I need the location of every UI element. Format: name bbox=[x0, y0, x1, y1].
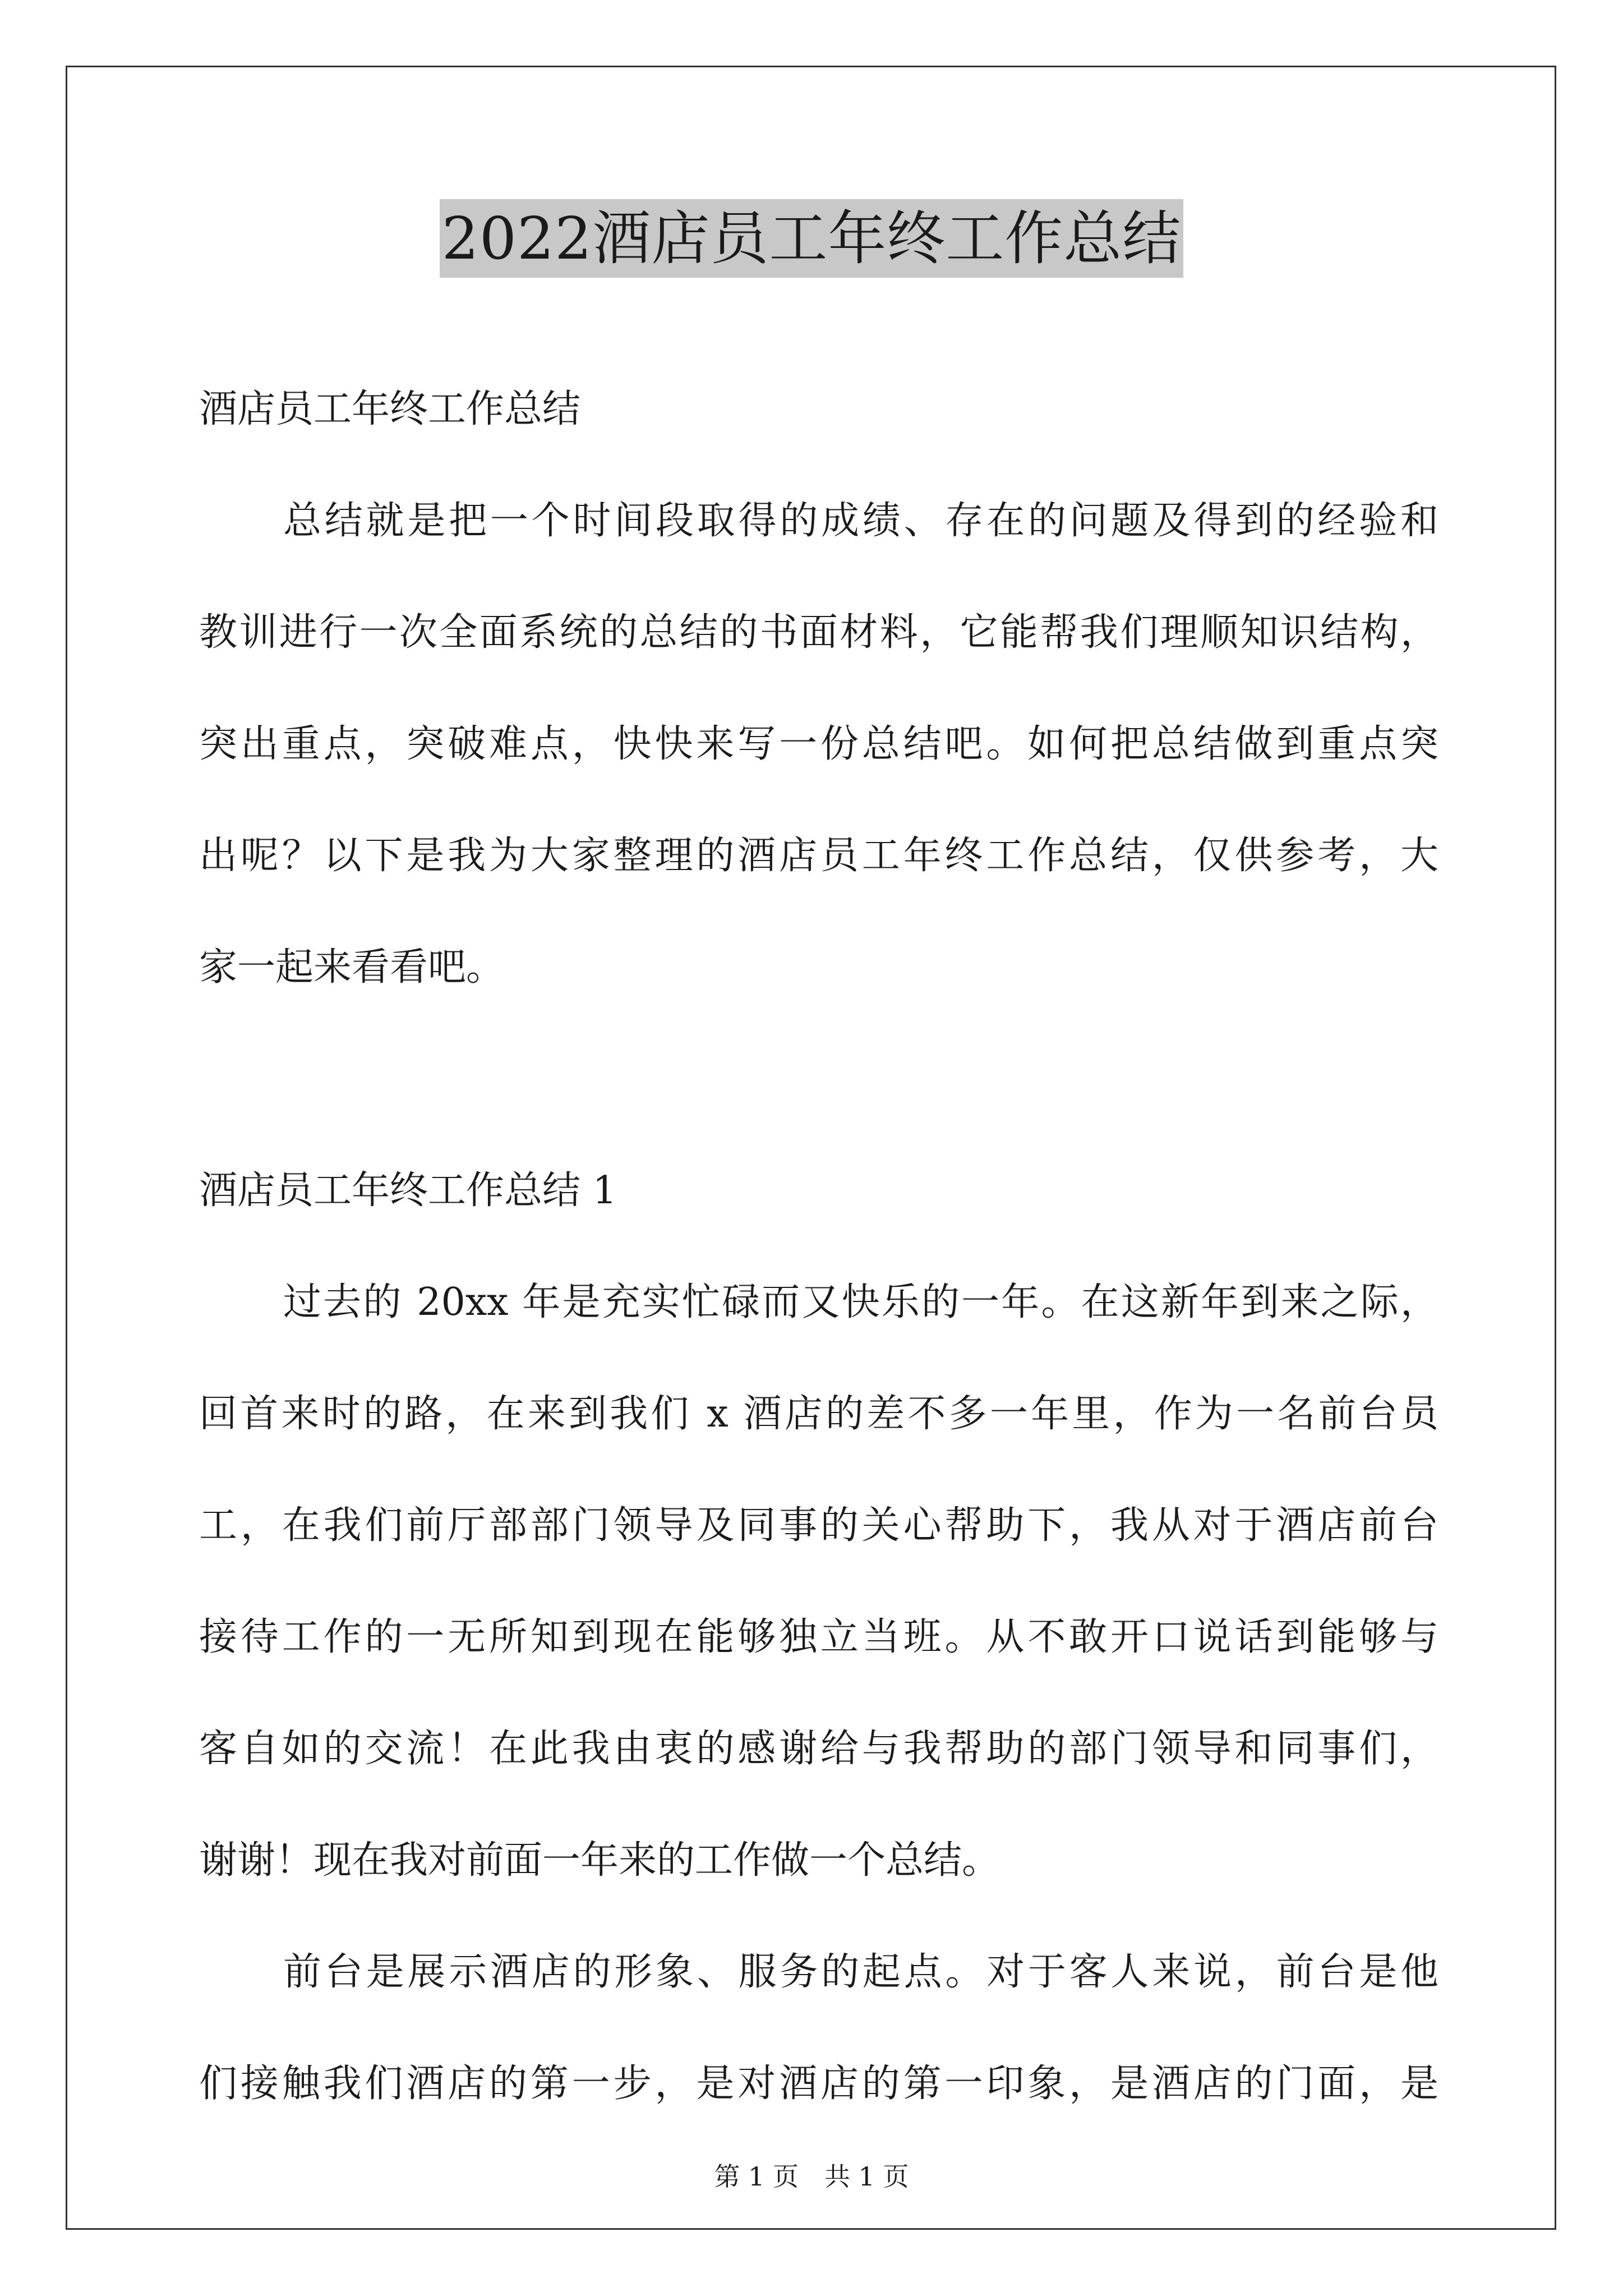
paragraph-gap bbox=[199, 1023, 1438, 1135]
text-line: 前台是展示酒店的形象、服务的起点。对于客人来说，前台是他 bbox=[283, 1950, 1438, 1994]
text-line: 酒店员工年终工作总结 bbox=[199, 387, 581, 431]
text-line: 回首来时的路，在来到我们 x 酒店的差不多一年里，作为一名前台员 bbox=[199, 1392, 1438, 1436]
text-line: 谢谢！现在我对前面一年来的工作做一个总结。 bbox=[199, 1838, 1000, 1883]
document-title: 2022酒店员工年终工作总结 bbox=[440, 199, 1184, 278]
text-line: 接待工作的一无所知到现在能够独立当班。从不敢开口说话到能够与 bbox=[199, 1615, 1438, 1659]
text-line: 出呢？以下是我为大家整理的酒店员工年终工作总结，仅供参考，大 bbox=[199, 834, 1438, 878]
text-line: 教训进行一次全面系统的总结的书面材料，它能帮我们理顺知识结构， bbox=[199, 610, 1438, 655]
text-line: 总结就是把一个时间段取得的成绩、存在的问题及得到的经验和 bbox=[283, 499, 1438, 543]
text-line: 工，在我们前厅部部门领导及同事的关心帮助下，我从对于酒店前台 bbox=[199, 1503, 1438, 1548]
page-footer: 第 1 页 共 1 页 bbox=[714, 2161, 909, 2192]
text-line: 家一起来看看吧。 bbox=[199, 945, 505, 990]
document-body bbox=[199, 353, 1438, 2139]
title-container bbox=[0, 199, 1623, 278]
text-line: 酒店员工年终工作总结 1 bbox=[199, 1168, 617, 1213]
text-line: 突出重点，突破难点，快快来写一份总结吧。如何把总结做到重点突 bbox=[199, 722, 1438, 766]
text-line: 客自如的交流！在此我由衷的感谢给与我帮助的部门领导和同事们， bbox=[199, 1727, 1438, 1771]
text-line: 过去的 20xx 年是充实忙碌而又快乐的一年。在这新年到来之际， bbox=[283, 1280, 1438, 1324]
text-line: 们接触我们酒店的第一步，是对酒店的第一印象，是酒店的门面，是 bbox=[199, 2062, 1438, 2106]
